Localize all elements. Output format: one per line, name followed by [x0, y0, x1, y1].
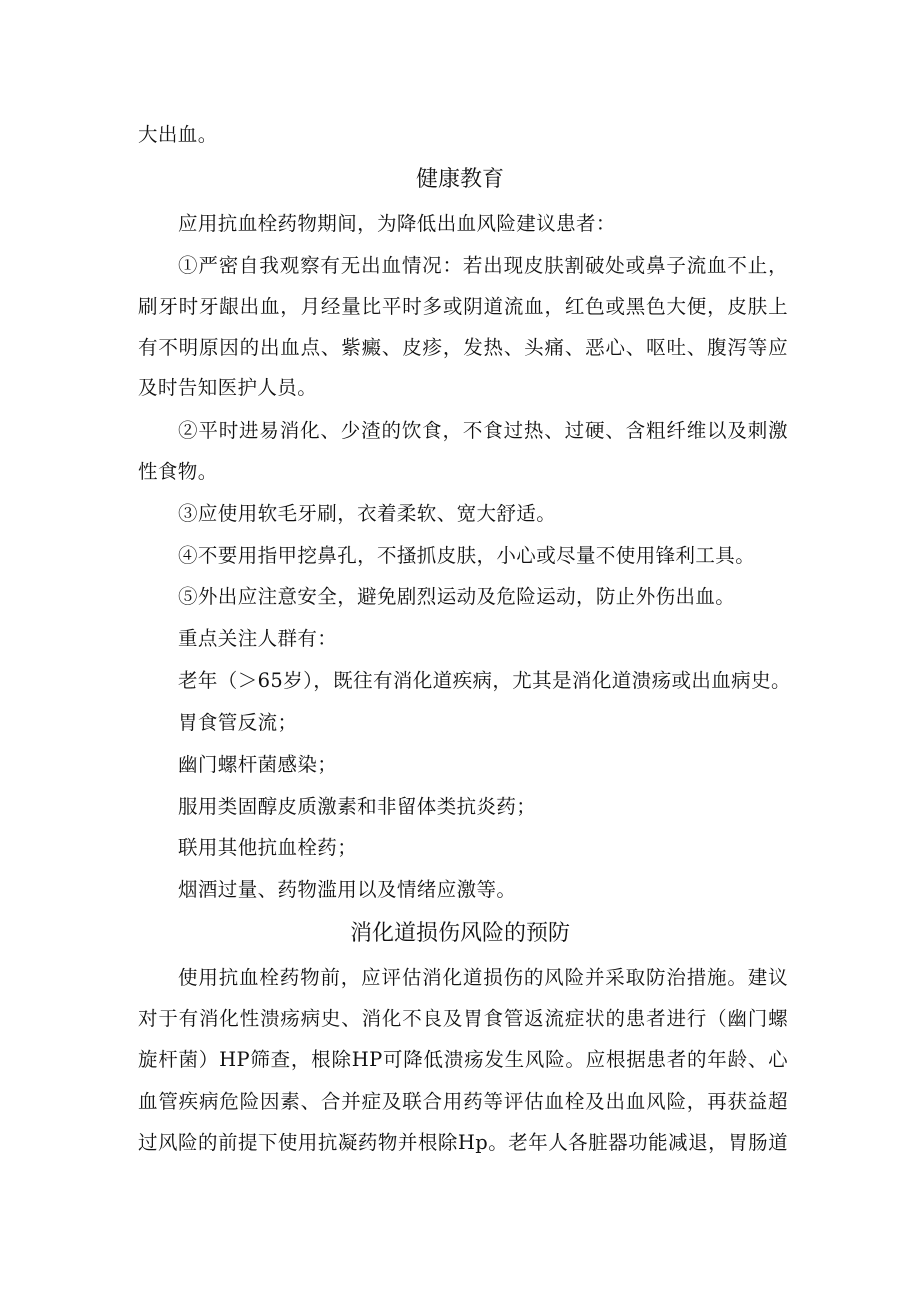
item3-text: ③应使用软毛牙刷，衣着柔软、宽大舒适。: [178, 502, 557, 525]
paragraph-line4: 血管疾病危险因素、合并症及联合用药等评估血栓及出血风险，再获益超: [138, 1090, 788, 1113]
focus-item: 服用类固醇皮质激素和非留体类抗炎药；: [178, 795, 537, 818]
focus-item: 胃食管反流；: [178, 711, 298, 734]
focus-item: 幽门螺杆菌感染；: [178, 753, 338, 776]
section-heading-health-education: 健康教育: [415, 167, 504, 192]
intro-text: 应用抗血栓药物期间，为降低出血风险建议患者：: [178, 212, 616, 235]
focus-item: 烟酒过量、药物滥用以及情绪应激等。: [178, 878, 517, 901]
item1-line4: 及时告知医护人员。: [138, 376, 318, 399]
paragraph-line2: 对于有消化性溃疡病史、消化不良及胃食管返流症状的患者进行（幽门螺: [138, 1007, 788, 1030]
item4-text: ④不要用指甲挖鼻孔，不搔抓皮肤，小心或尽量不使用锋利工具。: [178, 544, 756, 567]
focus-item: 老年（＞65岁），既往有消化道疾病，尤其是消化道溃疡或出血病史。: [178, 669, 791, 692]
paragraph-line3: 旋杆菌）HP筛查，根除HP可降低溃疡发生风险。应根据患者的年龄、心: [138, 1048, 788, 1071]
item1-line2: 刷牙时牙龈出血，月经量比平时多或阴道流血，红色或黑色大便，皮肤上: [138, 295, 788, 318]
paragraph-line1: 使用抗血栓药物前，应评估消化道损伤的风险并采取防治措施。建议: [178, 966, 788, 989]
item5-text: ⑤外出应注意安全，避免剧烈运动及危险运动，防止外伤出血。: [178, 585, 736, 608]
top-fragment-text: 大出血。: [138, 123, 218, 146]
item1-line3: 有不明原因的出血点、紫癜、皮疹，发热、头痛、恶心、呕吐、腹泻等应: [138, 336, 788, 359]
section-heading-gi-injury-prevention: 消化道损伤风险的预防: [349, 921, 570, 946]
paragraph-line5: 过风险的前提下使用抗凝药物并根除Hp。老年人各脏器功能减退，胃肠道: [138, 1131, 788, 1154]
item2-line1: ②平时进易消化、少渣的饮食，不食过热、过硬、含粗纤维以及刺激: [178, 419, 788, 442]
focus-item: 联用其他抗血栓药；: [178, 836, 358, 859]
focus-title: 重点关注人群有：: [178, 627, 338, 650]
item2-line2: 性食物。: [138, 460, 218, 483]
item1-line1: ①严密自我观察有无出血情况：若出现皮肤割破处或鼻子流血不止，: [178, 254, 788, 277]
